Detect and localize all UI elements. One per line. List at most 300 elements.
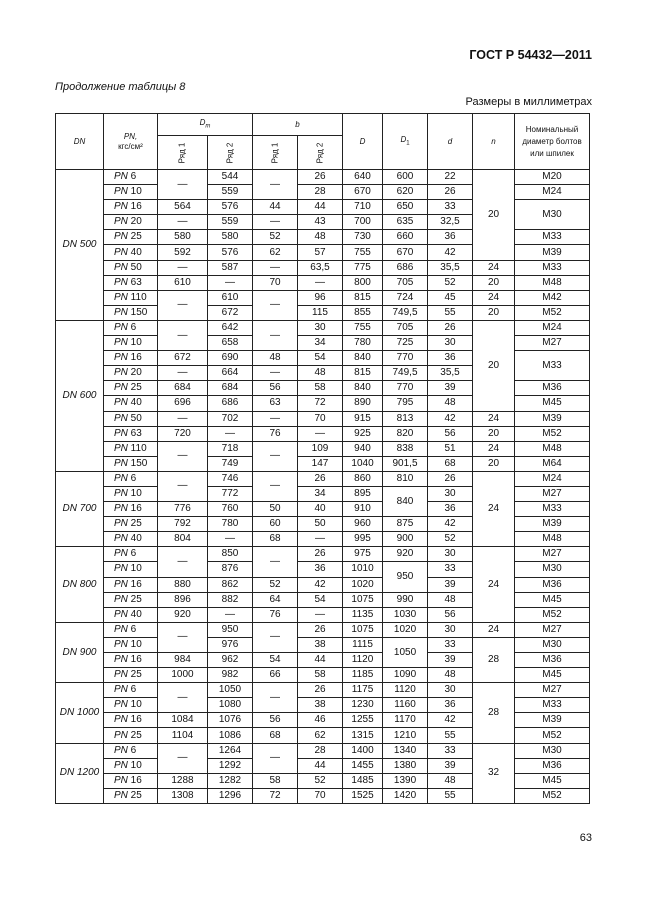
col-header-n: n: [473, 114, 515, 170]
D-cell: 775: [343, 260, 383, 275]
dm1-cell: 592: [158, 245, 208, 260]
d-cell: 36: [428, 698, 473, 713]
d-cell: 35,5: [428, 366, 473, 381]
D-cell: 640: [343, 170, 383, 185]
bolt-cell: M36: [515, 653, 590, 668]
D1-cell: 810: [383, 471, 428, 486]
dm2-cell: 559: [208, 185, 253, 200]
b1-cell: 72: [253, 788, 298, 803]
D1-cell: 1020: [383, 622, 428, 637]
D-cell: 910: [343, 502, 383, 517]
col-header-dm-row1: Ряд 1: [158, 136, 208, 170]
dm2-cell: 658: [208, 336, 253, 351]
d-cell: 39: [428, 381, 473, 396]
bolt-cell: M27: [515, 683, 590, 698]
dm2-cell: 950: [208, 622, 253, 637]
b1-cell: 56: [253, 713, 298, 728]
n-cell: 28: [473, 637, 515, 682]
dm1-cell: 984: [158, 653, 208, 668]
dm1-cell: 1308: [158, 788, 208, 803]
n-cell: 24: [473, 290, 515, 305]
d-cell: 39: [428, 758, 473, 773]
b1-cell: 68: [253, 728, 298, 743]
b1-cell: 64: [253, 592, 298, 607]
n-cell: 24: [473, 441, 515, 456]
D-cell: 755: [343, 320, 383, 335]
D-cell: 700: [343, 215, 383, 230]
dm1-cell: —: [158, 411, 208, 426]
d-cell: 52: [428, 532, 473, 547]
dm2-cell: 587: [208, 260, 253, 275]
b1-cell: —: [253, 366, 298, 381]
D-cell: 1525: [343, 788, 383, 803]
d-cell: 42: [428, 245, 473, 260]
D1-cell: 635: [383, 215, 428, 230]
d-cell: 39: [428, 653, 473, 668]
d-cell: 32,5: [428, 215, 473, 230]
bolt-cell: M27: [515, 486, 590, 501]
table-row: [56, 743, 590, 758]
bolt-cell: M20: [515, 170, 590, 185]
D-cell: 1020: [343, 577, 383, 592]
pn-cell: PN 150: [104, 456, 158, 471]
bolt-cell: M52: [515, 788, 590, 803]
d-cell: 26: [428, 185, 473, 200]
pn-cell: PN 25: [104, 381, 158, 396]
b1-cell: —: [253, 260, 298, 275]
b2-cell: 44: [298, 758, 343, 773]
n-cell: 24: [473, 622, 515, 637]
dm1-cell: 804: [158, 532, 208, 547]
n-cell: 20: [473, 456, 515, 471]
bolt-cell: M45: [515, 592, 590, 607]
D1-cell: 900: [383, 532, 428, 547]
table-row: [56, 275, 590, 290]
dm1-cell: —: [158, 320, 208, 350]
bolt-cell: M64: [515, 456, 590, 471]
dm2-cell: 718: [208, 441, 253, 456]
dm2-cell: 576: [208, 200, 253, 215]
b2-cell: 72: [298, 396, 343, 411]
D-cell: 840: [343, 351, 383, 366]
bolt-cell: M33: [515, 260, 590, 275]
table-row: [56, 320, 590, 335]
n-cell: 20: [473, 320, 515, 411]
pn-cell: PN 6: [104, 471, 158, 486]
dm2-cell: 580: [208, 230, 253, 245]
D-cell: 855: [343, 305, 383, 320]
b2-cell: 28: [298, 743, 343, 758]
D1-cell: 820: [383, 426, 428, 441]
bolt-cell: M24: [515, 320, 590, 335]
n-cell: 24: [473, 411, 515, 426]
b2-cell: 147: [298, 456, 343, 471]
b1-cell: —: [253, 290, 298, 320]
dm2-cell: 672: [208, 305, 253, 320]
b1-cell: 56: [253, 381, 298, 396]
b2-cell: 26: [298, 170, 343, 185]
dm2-cell: 1292: [208, 758, 253, 773]
b2-cell: 36: [298, 562, 343, 577]
dn-cell: DN 1200: [56, 743, 104, 803]
pn-cell: PN 63: [104, 275, 158, 290]
dm1-cell: —: [158, 441, 208, 471]
d-cell: 51: [428, 441, 473, 456]
table-continuation-caption: Продолжение таблицы 8: [55, 81, 186, 93]
D1-cell: 650: [383, 200, 428, 215]
bolt-cell: M27: [515, 336, 590, 351]
dm1-cell: 880: [158, 577, 208, 592]
dm2-cell: 664: [208, 366, 253, 381]
bolt-cell: M33: [515, 351, 590, 381]
pn-cell: PN 40: [104, 396, 158, 411]
b2-cell: 38: [298, 698, 343, 713]
pn-cell: PN 16: [104, 653, 158, 668]
dm1-cell: —: [158, 366, 208, 381]
b1-cell: 52: [253, 577, 298, 592]
dm2-cell: 1050: [208, 683, 253, 698]
pn-cell: PN 25: [104, 788, 158, 803]
D1-cell: 1420: [383, 788, 428, 803]
col-header-nominal-bolt: Номинальный диаметр болтов или шпилек: [515, 114, 590, 170]
dm2-cell: 642: [208, 320, 253, 335]
d-cell: 45: [428, 290, 473, 305]
pn-cell: PN 6: [104, 547, 158, 562]
d-cell: 56: [428, 607, 473, 622]
dm1-cell: 776: [158, 502, 208, 517]
D1-cell: 620: [383, 185, 428, 200]
bolt-cell: M30: [515, 743, 590, 758]
D1-cell: 1090: [383, 668, 428, 683]
b2-cell: 70: [298, 788, 343, 803]
pn-cell: PN 40: [104, 607, 158, 622]
D1-cell: 1390: [383, 773, 428, 788]
D1-cell: 1030: [383, 607, 428, 622]
table-row: [56, 426, 590, 441]
bolt-cell: M36: [515, 758, 590, 773]
table-row: [56, 456, 590, 471]
d-cell: 55: [428, 305, 473, 320]
table-row: [56, 290, 590, 305]
dm2-cell: 576: [208, 245, 253, 260]
dm1-cell: —: [158, 215, 208, 230]
b2-cell: 58: [298, 381, 343, 396]
D1-cell: 795: [383, 396, 428, 411]
d-cell: 42: [428, 411, 473, 426]
b1-cell: 44: [253, 200, 298, 215]
D1-cell: 686: [383, 260, 428, 275]
D1-cell: 705: [383, 320, 428, 335]
table-row: [56, 637, 590, 652]
D-cell: 1115: [343, 637, 383, 652]
col-header-pn: PN, кгс/см²: [104, 114, 158, 170]
D-cell: 710: [343, 200, 383, 215]
dm2-cell: —: [208, 275, 253, 290]
D1-cell: 838: [383, 441, 428, 456]
d-cell: 52: [428, 275, 473, 290]
D1-cell: 705: [383, 275, 428, 290]
dn-cell: DN 1000: [56, 683, 104, 743]
table-row: [56, 471, 590, 486]
d-cell: 33: [428, 200, 473, 215]
D1-cell: 770: [383, 381, 428, 396]
d-cell: 30: [428, 622, 473, 637]
pn-cell: PN 6: [104, 320, 158, 335]
b2-cell: 62: [298, 728, 343, 743]
dm2-cell: 559: [208, 215, 253, 230]
dn-cell: DN 900: [56, 622, 104, 682]
D1-cell: 813: [383, 411, 428, 426]
col-header-dn: DN: [56, 114, 104, 170]
dm2-cell: 1086: [208, 728, 253, 743]
dm1-cell: 610: [158, 275, 208, 290]
dm2-cell: 1296: [208, 788, 253, 803]
dm2-cell: 882: [208, 592, 253, 607]
dm2-cell: 862: [208, 577, 253, 592]
D-cell: 1455: [343, 758, 383, 773]
b1-cell: 66: [253, 668, 298, 683]
D1-cell: 770: [383, 351, 428, 366]
d-cell: 33: [428, 562, 473, 577]
dm2-cell: 690: [208, 351, 253, 366]
pn-cell: PN 50: [104, 411, 158, 426]
D-cell: 1315: [343, 728, 383, 743]
b2-cell: 34: [298, 486, 343, 501]
b2-cell: 46: [298, 713, 343, 728]
D-cell: 815: [343, 366, 383, 381]
col-header-D1: $D_1$: [383, 114, 428, 170]
pn-cell: PN 16: [104, 502, 158, 517]
table-row: [56, 260, 590, 275]
dm1-cell: —: [158, 547, 208, 577]
units-note: Размеры в миллиметрах: [465, 96, 592, 108]
dm2-cell: 1080: [208, 698, 253, 713]
dn-cell: DN 700: [56, 471, 104, 546]
pn-cell: PN 6: [104, 170, 158, 185]
D-cell: 1230: [343, 698, 383, 713]
d-cell: 30: [428, 486, 473, 501]
bolt-cell: M52: [515, 426, 590, 441]
b2-cell: 70: [298, 411, 343, 426]
pn-cell: PN 10: [104, 562, 158, 577]
dm2-cell: 976: [208, 637, 253, 652]
pn-cell: PN 63: [104, 426, 158, 441]
b2-cell: 26: [298, 683, 343, 698]
b1-cell: —: [253, 320, 298, 350]
dm1-cell: 672: [158, 351, 208, 366]
dm2-cell: —: [208, 607, 253, 622]
D-cell: 895: [343, 486, 383, 501]
D1-cell: 600: [383, 170, 428, 185]
n-cell: 28: [473, 683, 515, 743]
table-row: [56, 170, 590, 185]
dm2-cell: 982: [208, 668, 253, 683]
dm1-cell: —: [158, 622, 208, 652]
d-cell: 36: [428, 230, 473, 245]
bolt-cell: M36: [515, 577, 590, 592]
d-cell: 42: [428, 517, 473, 532]
b2-cell: 109: [298, 441, 343, 456]
pn-cell: PN 150: [104, 305, 158, 320]
b2-cell: 44: [298, 653, 343, 668]
d-cell: 48: [428, 396, 473, 411]
bolt-cell: M39: [515, 245, 590, 260]
pn-cell: PN 10: [104, 758, 158, 773]
table-row: [56, 411, 590, 426]
pn-cell: PN 16: [104, 200, 158, 215]
bolt-cell: M33: [515, 230, 590, 245]
col-header-b: b: [253, 114, 343, 136]
b1-cell: 63: [253, 396, 298, 411]
bolt-cell: M39: [515, 517, 590, 532]
col-header-D: D: [343, 114, 383, 170]
D-cell: 860: [343, 471, 383, 486]
dm2-cell: 610: [208, 290, 253, 305]
b1-cell: —: [253, 471, 298, 501]
dm2-cell: 1282: [208, 773, 253, 788]
D1-cell: 1120: [383, 683, 428, 698]
b2-cell: 26: [298, 547, 343, 562]
pn-cell: PN 110: [104, 290, 158, 305]
D1-cell: 725: [383, 336, 428, 351]
n-cell: 24: [473, 547, 515, 622]
n-cell: 20: [473, 170, 515, 261]
bolt-cell: M36: [515, 381, 590, 396]
D1-cell: 1380: [383, 758, 428, 773]
D1-cell: 920: [383, 547, 428, 562]
D1-cell: 990: [383, 592, 428, 607]
b2-cell: 44: [298, 200, 343, 215]
dm2-cell: 962: [208, 653, 253, 668]
col-header-dm-row2: Ряд 2: [208, 136, 253, 170]
bolt-cell: M45: [515, 668, 590, 683]
b1-cell: —: [253, 743, 298, 773]
pn-cell: PN 10: [104, 336, 158, 351]
d-cell: 30: [428, 683, 473, 698]
pn-cell: PN 25: [104, 668, 158, 683]
D-cell: 1075: [343, 592, 383, 607]
bolt-cell: M39: [515, 713, 590, 728]
D-cell: 1135: [343, 607, 383, 622]
d-cell: 48: [428, 592, 473, 607]
D1-cell: 749,5: [383, 366, 428, 381]
dm2-cell: —: [208, 532, 253, 547]
D-cell: 670: [343, 185, 383, 200]
d-cell: 22: [428, 170, 473, 185]
n-cell: 24: [473, 471, 515, 546]
n-cell: 24: [473, 260, 515, 275]
pn-cell: PN 10: [104, 185, 158, 200]
dm2-cell: 746: [208, 471, 253, 486]
bolt-cell: M48: [515, 532, 590, 547]
dm2-cell: 1076: [208, 713, 253, 728]
b2-cell: 57: [298, 245, 343, 260]
d-cell: 48: [428, 668, 473, 683]
b1-cell: —: [253, 547, 298, 577]
pn-cell: PN 25: [104, 592, 158, 607]
d-cell: 33: [428, 637, 473, 652]
dm2-cell: 876: [208, 562, 253, 577]
dm2-cell: 686: [208, 396, 253, 411]
D1-cell: 1160: [383, 698, 428, 713]
table-row: [56, 622, 590, 637]
D-cell: 755: [343, 245, 383, 260]
bolt-cell: M52: [515, 305, 590, 320]
dn-cell: DN 600: [56, 320, 104, 471]
b2-cell: 38: [298, 637, 343, 652]
D1-cell: 660: [383, 230, 428, 245]
D1-cell: 724: [383, 290, 428, 305]
D-cell: 1040: [343, 456, 383, 471]
bolt-cell: M30: [515, 200, 590, 230]
dm2-cell: 684: [208, 381, 253, 396]
dm1-cell: —: [158, 260, 208, 275]
dm1-cell: 696: [158, 396, 208, 411]
b1-cell: 50: [253, 502, 298, 517]
b2-cell: 54: [298, 351, 343, 366]
bolt-cell: M24: [515, 471, 590, 486]
d-cell: 35,5: [428, 260, 473, 275]
b2-cell: 63,5: [298, 260, 343, 275]
dm1-cell: 1288: [158, 773, 208, 788]
dm2-cell: 1264: [208, 743, 253, 758]
D-cell: 995: [343, 532, 383, 547]
table-row: [56, 441, 590, 456]
D-cell: 800: [343, 275, 383, 290]
pn-cell: PN 10: [104, 698, 158, 713]
D-cell: 1175: [343, 683, 383, 698]
b1-cell: —: [253, 441, 298, 471]
d-cell: 55: [428, 788, 473, 803]
bolt-cell: M27: [515, 622, 590, 637]
d-cell: 30: [428, 547, 473, 562]
dm2-cell: 760: [208, 502, 253, 517]
col-header-d: d: [428, 114, 473, 170]
b1-cell: 48: [253, 351, 298, 366]
b1-cell: —: [253, 622, 298, 652]
b2-cell: 50: [298, 517, 343, 532]
D1-cell: 670: [383, 245, 428, 260]
bolt-cell: M48: [515, 441, 590, 456]
pn-cell: PN 20: [104, 215, 158, 230]
bolt-cell: M45: [515, 396, 590, 411]
b1-cell: 58: [253, 773, 298, 788]
b2-cell: 48: [298, 366, 343, 381]
D1-cell: 875: [383, 517, 428, 532]
dm1-cell: 1084: [158, 713, 208, 728]
bolt-cell: M33: [515, 698, 590, 713]
d-cell: 39: [428, 577, 473, 592]
bolt-cell: M52: [515, 728, 590, 743]
b2-cell: 115: [298, 305, 343, 320]
pn-cell: PN 6: [104, 743, 158, 758]
b2-cell: 43: [298, 215, 343, 230]
D-cell: 890: [343, 396, 383, 411]
pn-cell: PN 16: [104, 713, 158, 728]
d-cell: 56: [428, 426, 473, 441]
bolt-cell: M42: [515, 290, 590, 305]
pn-cell: PN 16: [104, 773, 158, 788]
dm2-cell: 749: [208, 456, 253, 471]
dm2-cell: 850: [208, 547, 253, 562]
d-cell: 55: [428, 728, 473, 743]
flange-dimensions-table: [55, 113, 590, 804]
b1-cell: 76: [253, 607, 298, 622]
b1-cell: —: [253, 215, 298, 230]
b2-cell: 48: [298, 230, 343, 245]
D-cell: 925: [343, 426, 383, 441]
pn-cell: PN 16: [104, 577, 158, 592]
